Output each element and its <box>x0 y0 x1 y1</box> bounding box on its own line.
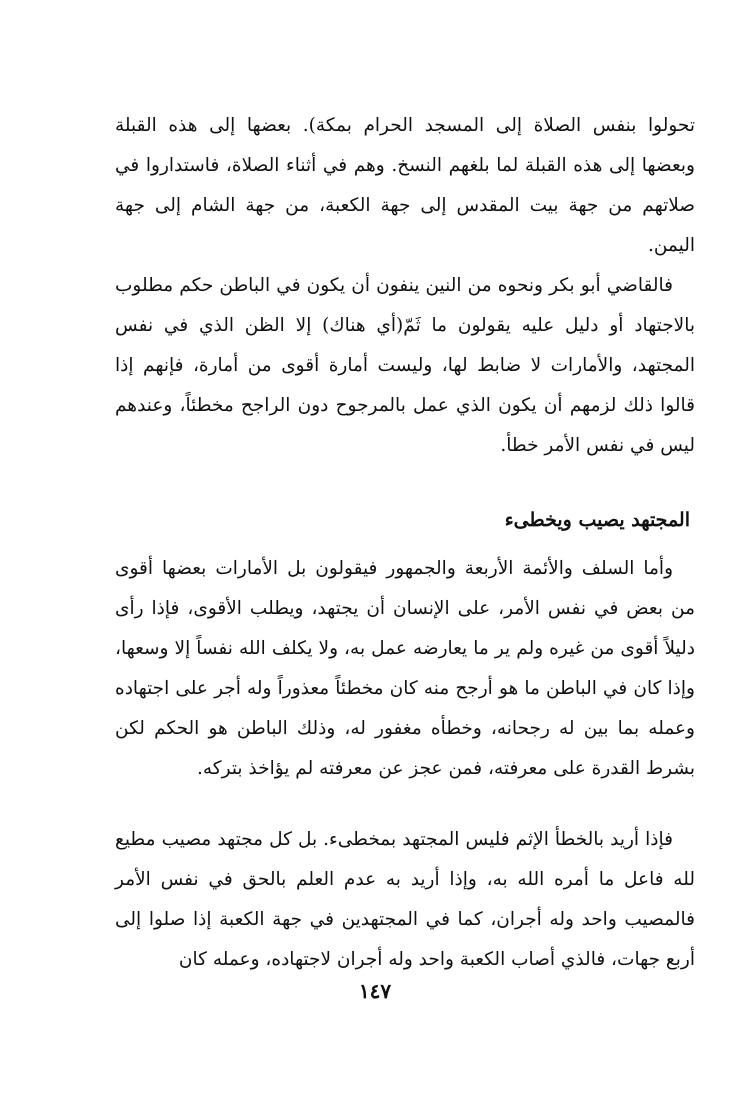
paragraph-salaf-view-text: وأما السلف والأئمة الأربعة والجمهور فيقولون بل الأمارات بعضها أقوى من بعض في نفس الأمر، على الإنسان أن يجتهد، ويطلب الأقوى، فإذا رأى دليلاً أقوى من غيره ولم ير ما يعارضه عمل به، ولا يكلف الله نفساً إلا وسعها، وإذا كان في الباطن ما هو أرجح منه كان مخطئاً معذوراً وله أجر على اجتهاده وعمله بما بين له رجحانه، وخطأه مغفور له، وذلك الباطن هو الحكم لكن بشرط القدرة على معرفته، فمن عجز عن معرفته لم يؤاخذ بتركه. <box>115 558 695 779</box>
paragraph-qibla-change: تحولوا بنفس الصلاة إلى المسجد الحرام بمكة). بعضها إلى هذه القبلة وبعضها إلى هذه القبلة لما بلغهم النسخ. وهم في أثناء الصلاة، فاستداروا في صلاتهم من جهة بيت المقدس إلى جهة الكعبة، من جهة الشام إلى جهة اليمن. <box>115 115 695 256</box>
paragraph-mistake-meaning-text: فإذا أريد بالخطأ الإثم فليس المجتهد بمخطىء. بل كل مجتهد مصيب مطيع لله فاعل ما أمره الله به، وإذا أريد به عدم العلم بالحق في نفس الأمر فالمصيب واحد وله أجران، كما في المجتهدين في جهة الكعبة إذا صلوا إلى أربع جهات، فالذي أصاب الكعبة واحد وله أجران لاجتهاده، وعمله كان <box>115 829 695 970</box>
section-heading: المجتهد يصيب ويخطىء <box>504 509 690 531</box>
paragraph-qadi-abu-bakr <box>115 266 695 466</box>
paragraph-mistake-meaning <box>115 820 695 980</box>
paragraph-salaf-view <box>115 549 695 789</box>
page-number: ١٤٧ <box>358 979 392 1003</box>
paragraph-qadi-abu-bakr-text: فالقاضي أبو بكر ونحوه من النين ينفون أن يكون في الباطن حكم مطلوب بالاجتهاد أو دليل عليه يقولون ما ثَمّ(أي هناك) إلا الظن الذي في نفس المجتهد، والأمارات لا ضابط لها، وليست أمارة أقوى من أمارة، فإنهم إذا قالوا ذلك لزمهم أن يكون الذي عمل بالمرجوح دون الراجح مخطئاً، وعندهم ليس في نفس الأمر خطأ. <box>115 275 695 456</box>
